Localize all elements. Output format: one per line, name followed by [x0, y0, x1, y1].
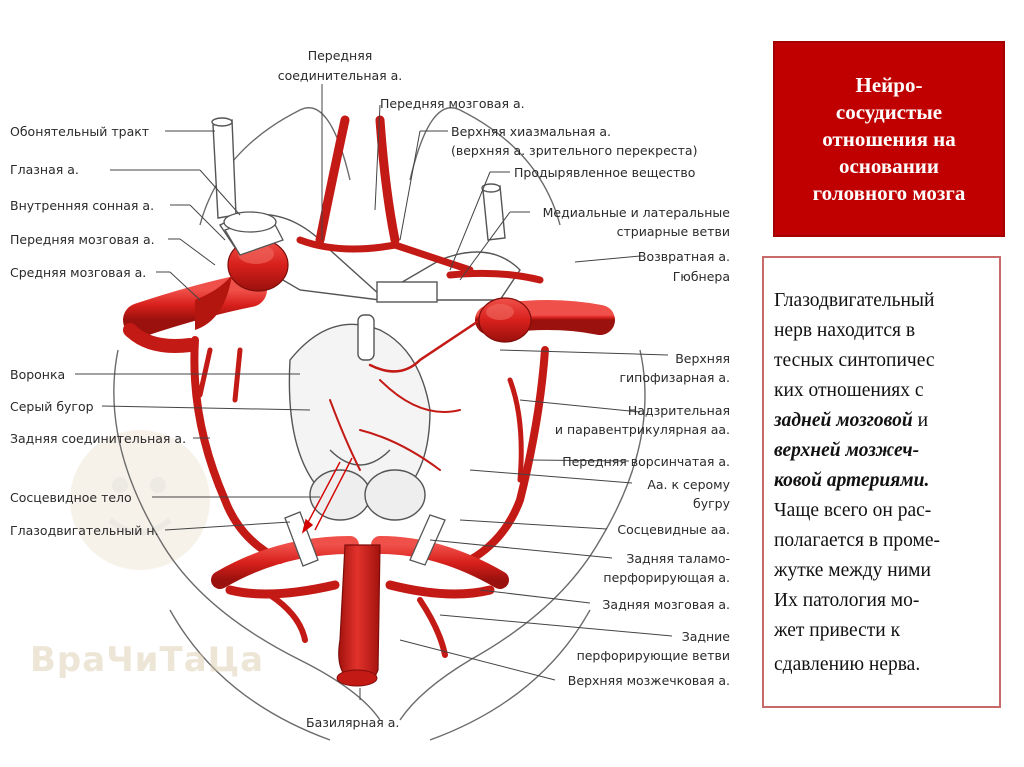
note-line-8: Чаще всего он рас- [774, 500, 932, 521]
label-mamillary-body: Сосцевидное тело [10, 490, 132, 505]
label-infundibulum: Воронка [10, 367, 66, 382]
label-sup-chiasmal-1: Верхняя хиазмальная а. [451, 124, 612, 139]
label-post-communicating: Задняя соединительная а. [10, 431, 187, 446]
label-post-perforating-1: Задние [681, 629, 730, 644]
label-post-cerebral: Задняя мозговая а. [602, 597, 730, 612]
label-ophthalmic-artery: Глазная а. [10, 162, 79, 177]
watermark-text: ВраЧиТаЦа [30, 640, 265, 680]
label-tuber-cinereum: Серый бугор [10, 399, 94, 414]
note-line-4: ких отношениях с [774, 380, 924, 401]
label-internal-carotid: Внутренняя сонная а. [10, 198, 155, 213]
note-line-3: тесных синтопичес [774, 350, 935, 371]
label-post-perforating-2: перфорирующие ветви [576, 648, 730, 663]
note-line-2: нерв находится в [774, 320, 916, 341]
label-ant-cerebral-left: Передняя мозговая а. [10, 232, 155, 247]
note-line-9: полагается в проме- [774, 530, 941, 551]
note-line-10: жутке между ними [774, 560, 931, 581]
label-ant-cerebral-top: Передняя мозговая а. [380, 96, 525, 111]
note-line-5 [774, 409, 928, 433]
note-line-6: верхней мозжеч- [774, 440, 920, 461]
label-sup-hypophyseal-2: гипофизарная а. [619, 370, 730, 385]
slide-title: Нейро- сосудистые отношения на основании головного мозга [812, 72, 966, 205]
note-box [762, 256, 1001, 708]
label-ant-communicating-2: соединительная а. [277, 68, 403, 83]
label-middle-cerebral: Средняя мозговая а. [10, 265, 147, 280]
note-line-7: ковой артериями. [774, 470, 930, 491]
label-heubner-2: Гюбнера [672, 269, 730, 284]
label-ant-communicating-1: Передняя [307, 48, 373, 63]
note-line-5-tail: и [912, 410, 929, 431]
note-line-1: Глазодвигательный [774, 290, 935, 311]
label-ant-choroidal: Передняя ворсинчатая а. [562, 454, 730, 469]
label-tuber-arteries-1: Аа. к серому [647, 477, 730, 492]
label-post-thalamo-1: Задняя таламо- [626, 551, 730, 566]
label-striate-1: Медиальные и латеральные [542, 205, 730, 220]
note-line-5-emph: задней мозговой [774, 410, 913, 431]
label-mamillary-arteries: Сосцевидные аа. [617, 522, 730, 537]
note-line-11: Их патология мо- [774, 590, 920, 611]
basilar-artery-cut [337, 670, 377, 686]
left-carotid-knot [195, 212, 288, 330]
label-olfactory-tract: Обонятельный тракт [10, 124, 150, 139]
basilar-artery [339, 545, 380, 683]
label-supraoptic-1: Надзрительная [627, 403, 730, 418]
note-line-12: жет привести к [774, 620, 901, 641]
label-striate-2: стриарные ветви [616, 224, 730, 239]
right-carotid-knot [479, 298, 531, 342]
title-box [773, 41, 1005, 237]
label-tuber-arteries-2: бугру [692, 496, 730, 511]
label-oculomotor-nerve: Глазодвигательный н. [10, 523, 159, 538]
label-perforated-substance: Продырявленное вещество [514, 165, 696, 180]
label-sup-chiasmal-2: (верхняя а. зрительного перекреста) [451, 143, 698, 158]
label-basilar-artery: Базилярная а. [306, 715, 400, 730]
label-heubner-1: Возвратная а. [637, 249, 730, 264]
label-supraoptic-2: и паравентрикулярная аа. [554, 422, 730, 437]
label-sup-cerebellar: Верхняя мозжечковая а. [567, 673, 730, 688]
label-sup-hypophyseal-1: Верхняя [675, 351, 730, 366]
note-line-13: сдавлению нерва. [774, 654, 921, 675]
label-post-thalamo-2: перфорирующая а. [603, 570, 730, 585]
